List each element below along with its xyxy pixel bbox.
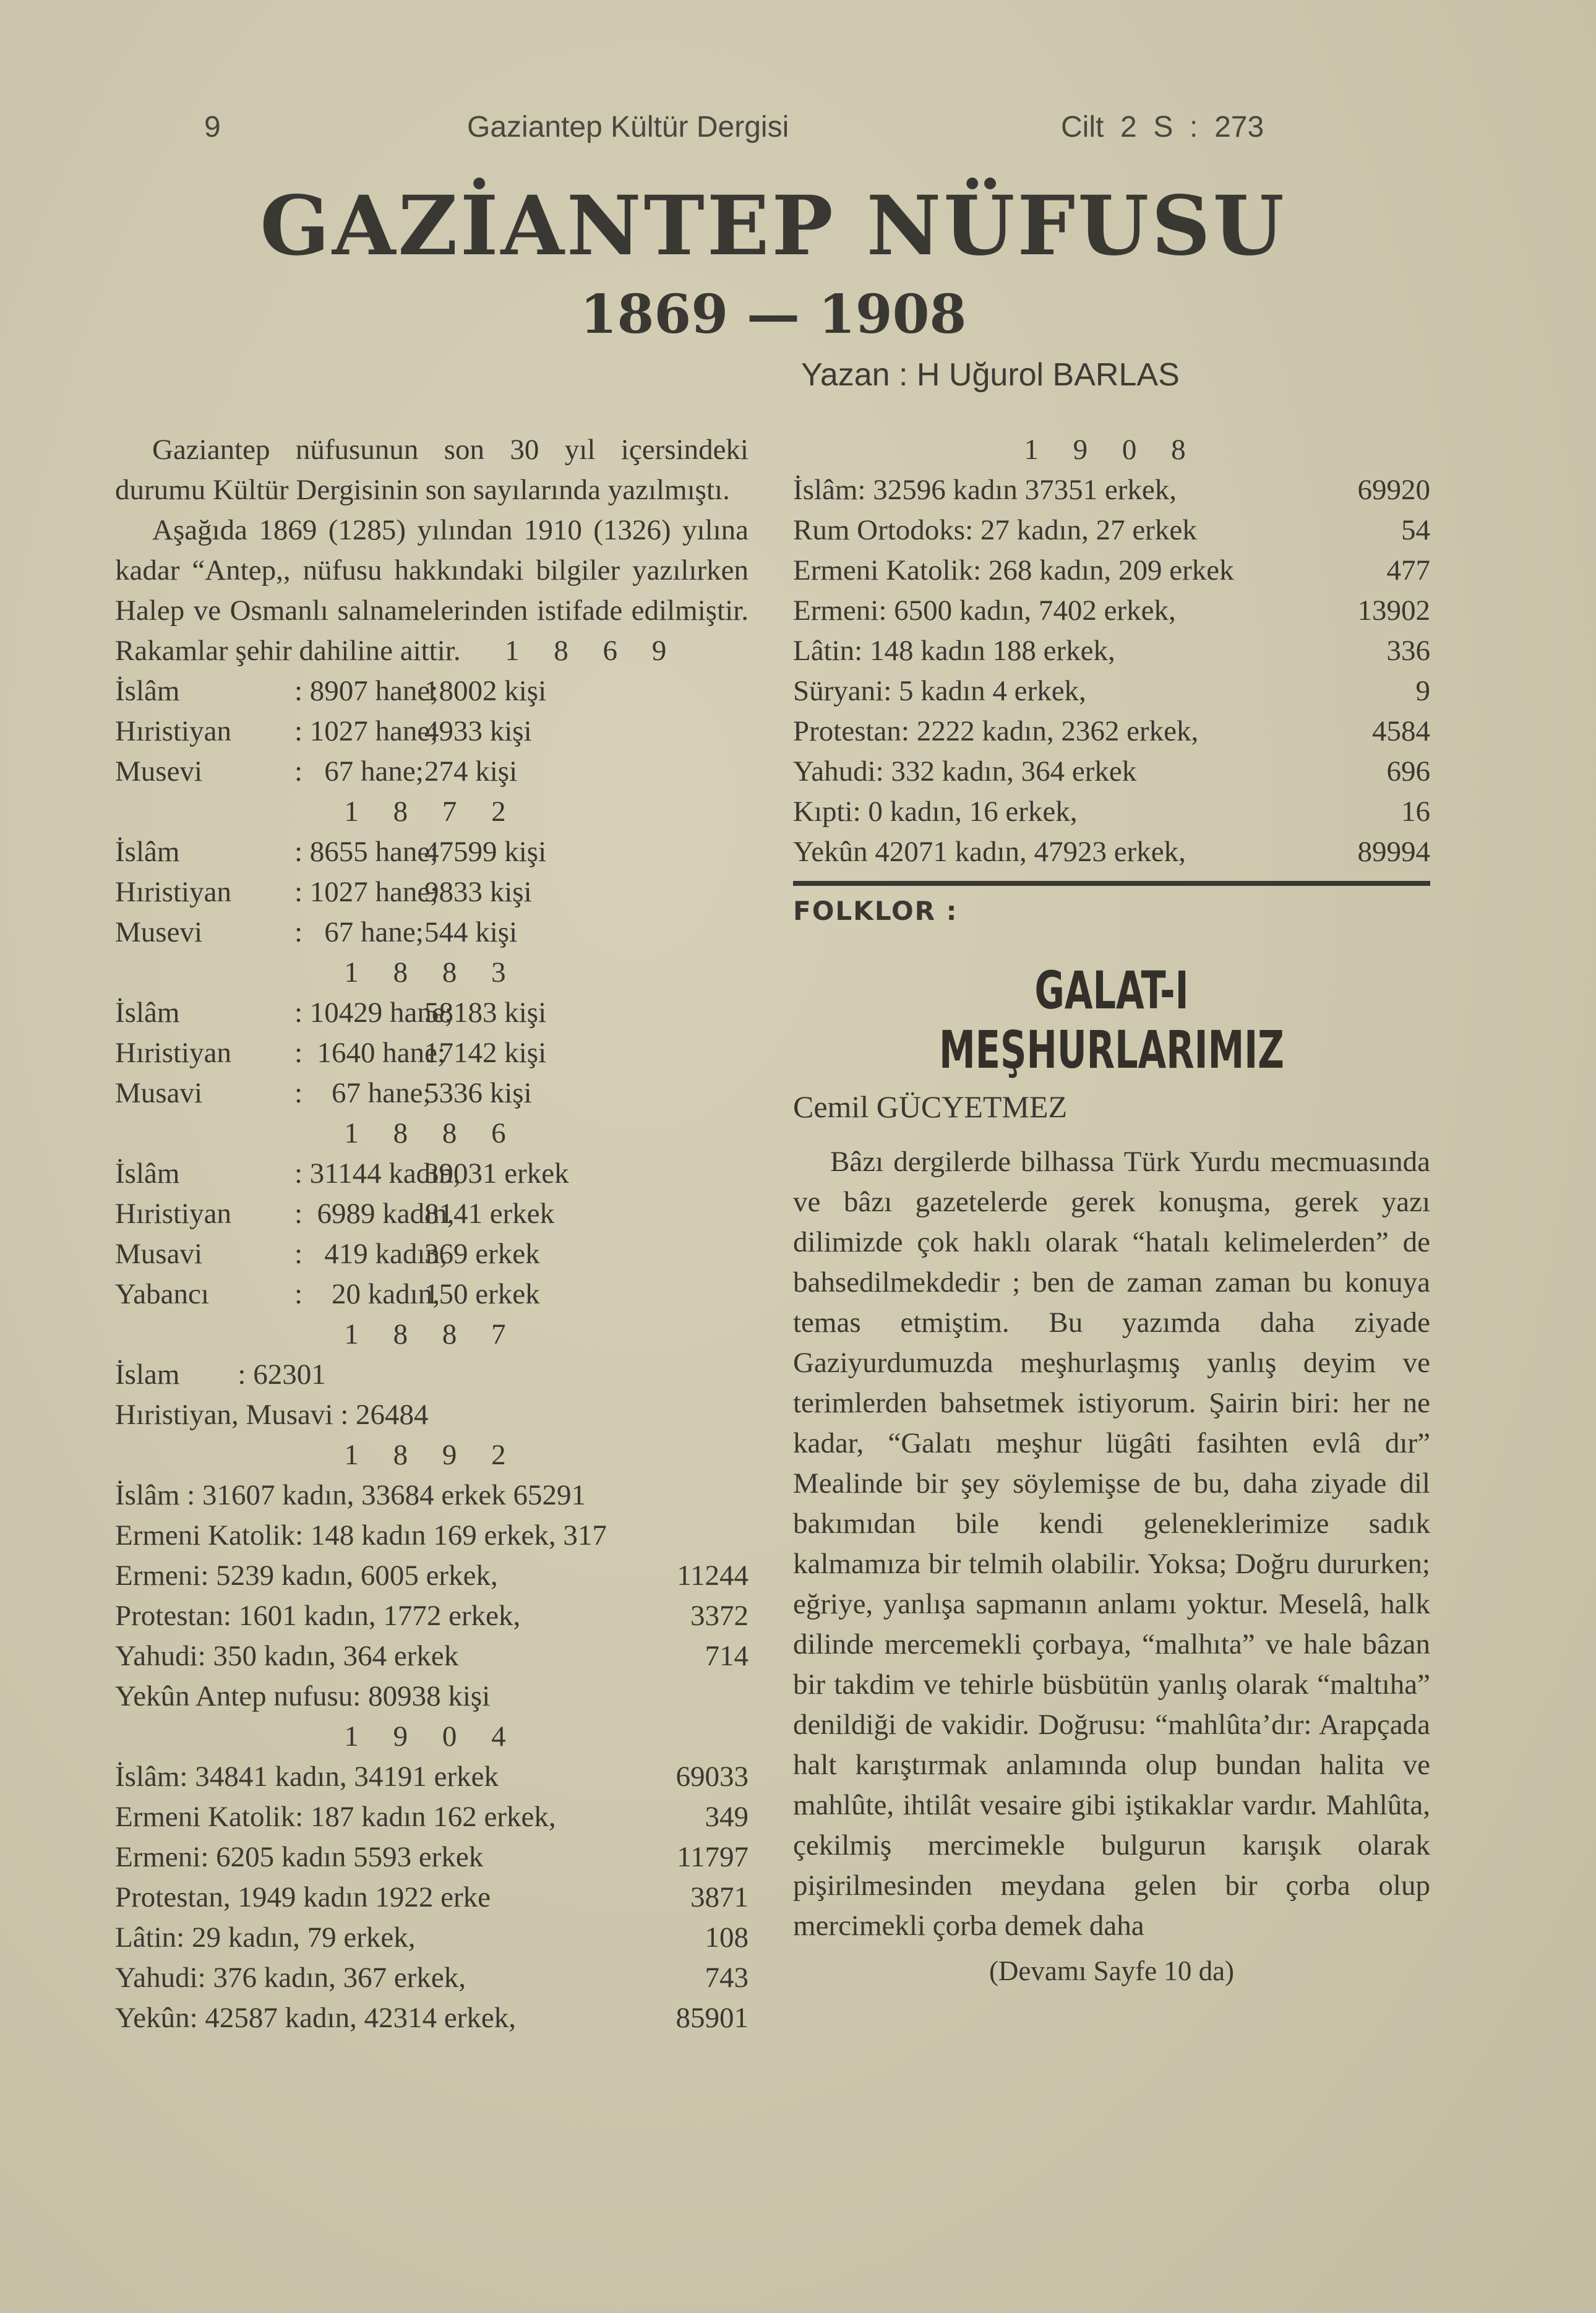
row-text: Ermeni Katolik: 187 kadın 162 erkek, (115, 1801, 556, 1833)
article-author: Yazan : H Uğurol BARLAS (801, 357, 1180, 393)
table-row (115, 1837, 749, 1877)
table-1872 (115, 832, 749, 953)
table-row (793, 671, 1430, 711)
year-heading-1872: 1 8 7 2 (344, 796, 520, 828)
table-row (115, 1073, 749, 1114)
row-1887-islam: İslam : 62301 (115, 1358, 326, 1391)
year-heading-1908: 1 9 0 8 (1024, 434, 1199, 466)
row-label: Hıristiyan (115, 1037, 231, 1069)
section-label: FOLKLOR : (793, 896, 958, 926)
row-value: 8141 erkek (424, 1198, 555, 1230)
row-value: 17142 kişi (424, 1037, 547, 1069)
row-value: 47599 kişi (424, 836, 547, 868)
row-text: Yekûn: 42587 kadın, 42314 erkek, (115, 2002, 516, 2034)
table-row (793, 832, 1430, 872)
row-value: : 10429 hane; (294, 997, 453, 1029)
right-column (793, 430, 1430, 1991)
table-row (115, 1757, 749, 1797)
row-text: Lâtin: 29 kadın, 79 erkek, (115, 1921, 416, 1954)
row-label: İslâm (115, 1157, 180, 1190)
row-total: 69920 (1357, 474, 1430, 506)
row-total: 743 (705, 1962, 749, 1994)
table-row (115, 1918, 749, 1958)
row-text: Protestan: 2222 kadın, 2362 erkek, (793, 715, 1199, 747)
row-text: Yahudi: 350 kadın, 364 erkek (115, 1640, 459, 1672)
row-total: 3372 (690, 1600, 749, 1632)
row-label: Musavi (115, 1238, 202, 1270)
row-total: 336 (1386, 635, 1430, 667)
row-text: Yahudi: 332 kadın, 364 erkek (793, 755, 1137, 787)
row-value: 150 erkek (424, 1278, 540, 1310)
table-row (115, 711, 749, 752)
row-total: 11797 (677, 1841, 749, 1873)
table-row (115, 1797, 749, 1837)
table-row (115, 1475, 749, 1516)
year-heading-1887: 1 8 8 7 (344, 1318, 520, 1350)
row-value: : 8655 hane; (294, 836, 439, 868)
row-total: 13902 (1357, 594, 1430, 627)
row-value: 4933 kişi (424, 715, 532, 747)
row-text: Ermeni: 6205 kadın 5593 erkek (115, 1841, 484, 1873)
folklor-body: Bâzı dergilerde bilhassa Türk Yurdu mecmuasında ve bâzı gazetelerde gerek konuşma, gerek yazı dilimizde çok haklı olarak “hatalı kelimelerden” de bahsedilmekdedir ; ben de zaman zaman bu konuya temas etmiştim. Bu yazımda daha ziyade Gaziyurdumuzda meşhurlaşmış yanlış deyim ve terimlerden bahsetmek istiyorum. Şairin biri: her ne kadar, “Galatı meşhur lügâti fasihten evlâ dır” Mealinde bir şey söylemişse de bu, daha ziyade dil bakımıdan bile kendi geleneklerimize sadık kalmamıza bir telmih olabilir. Yoksa; Doğru dururken; eğriye, yanlışa sapmanın anlamı yoktur. Meselâ, halk dilinde mercemekli çorbaya, “malhıta” ve hale bâzan bir takdim ve tehirle büsbütün yanlış olarak “maltıha” denildiği de vakidir. Doğrusu: “mahlûta’dır: Arapçada halt karıştırmak anlamında olup bundan halita ve mahlûte, ihtilât vesaire gibi iştikaklar vardır. Mahlûta, çekilmiş mercimekle bulgurun karışık olarak pişirilmesinden meydana gelen bir çorba olup mercimekli çorba demek daha (793, 1146, 1430, 1942)
table-1869 (115, 671, 749, 792)
row-total: 69033 (676, 1761, 749, 1793)
folklor-author: Cemil GÜCYETMEZ (793, 1089, 1068, 1124)
row-value: 58183 kişi (424, 997, 547, 1029)
intro-paragraph-1: Gaziantep nüfusunun son 30 yıl içersindeki durumu Kültür Dergisinin son sayılarında yazılmıştı. (115, 434, 749, 506)
table-1908 (793, 470, 1430, 872)
row-total: 349 (705, 1801, 749, 1833)
folklor-title: GALAT-I MEŞHURLARIMIZ (939, 960, 1284, 1080)
row-text: Kıpti: 0 kadın, 16 erkek, (793, 796, 1078, 828)
row-label: İslâm (115, 836, 180, 868)
table-row (793, 631, 1430, 671)
year-heading-1869: 1 8 6 9 (505, 635, 680, 667)
row-text: Lâtin: 148 kadın 188 erkek, (793, 635, 1115, 667)
row-1887-other: Hıristiyan, Musavi : 26484 (115, 1399, 429, 1431)
journal-name: Gaziantep Kültür Dergisi (467, 111, 789, 144)
row-value: : 20 kadın, (294, 1278, 440, 1310)
table-row (793, 752, 1430, 792)
table-row (115, 1516, 749, 1556)
row-text: Yahudi: 376 kadın, 367 erkek, (115, 1962, 466, 1994)
row-total: 16 (1401, 796, 1430, 828)
table-row (115, 832, 749, 872)
row-text: Ermeni Katolik: 268 kadın, 209 erkek (793, 554, 1234, 586)
row-text: Ermeni: 5239 kadın, 6005 erkek, (115, 1560, 498, 1592)
row-label: Musevi (115, 755, 202, 787)
table-row (793, 711, 1430, 752)
table-row (115, 993, 749, 1033)
row-label: İslâm (115, 675, 180, 707)
row-total: 714 (705, 1640, 749, 1672)
table-row (115, 1154, 749, 1194)
year-heading-1904: 1 9 0 4 (344, 1720, 520, 1753)
row-total: 54 (1401, 514, 1430, 546)
row-text: Protestan: 1601 kadın, 1772 erkek, (115, 1600, 521, 1632)
table-row (115, 872, 749, 912)
row-value: : 67 hane; (294, 1077, 431, 1109)
table-row (793, 510, 1430, 551)
row-value: 18002 kişi (424, 675, 547, 707)
table-row (115, 1636, 749, 1676)
row-label: Musevi (115, 916, 202, 948)
row-total: 11244 (677, 1560, 749, 1592)
row-value: : 1027 hane; (294, 876, 439, 908)
table-1883 (115, 993, 749, 1114)
article-title: GAZİANTEP NÜFUSU (260, 178, 1287, 274)
issue-info: Cilt 2 S : 273 (1061, 111, 1264, 144)
row-text: İslâm: 32596 kadın 37351 erkek, (793, 474, 1177, 506)
year-heading-1883: 1 8 8 3 (344, 956, 520, 989)
section-divider (793, 881, 1430, 886)
row-total: 4584 (1372, 715, 1430, 747)
row-value: 39031 erkek (424, 1157, 569, 1190)
row-text: Ermeni: 6500 kadın, 7402 erkek, (793, 594, 1176, 627)
table-row (115, 1877, 749, 1918)
row-value: : 1640 hane; (294, 1037, 446, 1069)
row-total: 108 (705, 1921, 749, 1954)
table-row (115, 1998, 749, 2038)
table-row (115, 671, 749, 711)
row-label: Yabancı (115, 1278, 209, 1310)
row-text: Rum Ortodoks: 27 kadın, 27 erkek (793, 514, 1197, 546)
table-row (115, 1274, 749, 1315)
row-value: : 67 hane; (294, 755, 424, 787)
row-value: 544 kişi (424, 916, 518, 948)
row-text: Protestan, 1949 kadın 1922 erke (115, 1881, 491, 1913)
table-row (115, 1596, 749, 1636)
row-value: : 67 hane; (294, 916, 424, 948)
table-row (793, 792, 1430, 832)
table-row (115, 1958, 749, 1998)
row-label: Musavi (115, 1077, 202, 1109)
row-total: 477 (1386, 554, 1430, 586)
row-text: Ermeni Katolik: 148 kadın 169 erkek, 317 (115, 1519, 607, 1551)
year-heading-1886: 1 8 8 6 (344, 1117, 520, 1149)
table-row (115, 1234, 749, 1274)
row-label: İslâm (115, 997, 180, 1029)
table-row (115, 1676, 749, 1717)
article-years: 1869 — 1908 (580, 283, 967, 346)
row-value: : 31144 kadın, (294, 1157, 461, 1190)
row-value: 9833 kişi (424, 876, 532, 908)
row-value: : 8907 hane; (294, 675, 439, 707)
table-row (115, 1556, 749, 1596)
table-row (793, 551, 1430, 591)
continued-note: (Devamı Sayfe 10 da) (989, 1955, 1235, 1986)
row-value: 5336 kişi (424, 1077, 532, 1109)
table-row (115, 1194, 749, 1234)
row-text: İslâm : 31607 kadın, 33684 erkek 65291 (115, 1479, 586, 1511)
row-text: Yekûn Antep nufusu: 80938 kişi (115, 1680, 491, 1712)
table-row (793, 591, 1430, 631)
row-value: : 6989 kadın, (294, 1198, 455, 1230)
table-1892 (115, 1475, 749, 1717)
row-label: Hıristiyan (115, 876, 231, 908)
row-value: : 1027 hane; (294, 715, 439, 747)
row-label: Hıristiyan (115, 715, 231, 747)
row-text: Yekûn 42071 kadın, 47923 erkek, (793, 836, 1186, 868)
row-text: Süryani: 5 kadın 4 erkek, (793, 675, 1086, 707)
row-value: 369 erkek (424, 1238, 540, 1270)
row-total: 9 (1415, 675, 1430, 707)
table-1904 (115, 1757, 749, 2038)
table-row (115, 912, 749, 953)
table-row (115, 1033, 749, 1073)
table-1886 (115, 1154, 749, 1315)
row-total: 3871 (690, 1881, 749, 1913)
intro-paragraph-2: Aşağıda 1869 (1285) yılından 1910 (1326) yılına kadar “Antep,, nüfusu hakkındaki bilgiler yazılırken Halep ve Osmanlı salnamelerinden istifade edilmiştir. Rakamlar şehir dahiline aittir. (115, 514, 749, 667)
page-number: 9 (204, 111, 221, 144)
row-total: 89994 (1357, 836, 1430, 868)
year-heading-1892: 1 8 9 2 (344, 1439, 520, 1471)
row-label: Hıristiyan (115, 1198, 231, 1230)
row-text: İslâm: 34841 kadın, 34191 erkek (115, 1761, 499, 1793)
table-row (115, 752, 749, 792)
left-column (115, 430, 749, 2038)
row-value: : 419 kadın, (294, 1238, 447, 1270)
row-total: 696 (1386, 755, 1430, 787)
row-total: 85901 (676, 2002, 749, 2034)
table-row (793, 470, 1430, 510)
row-value: 274 kişi (424, 755, 518, 787)
